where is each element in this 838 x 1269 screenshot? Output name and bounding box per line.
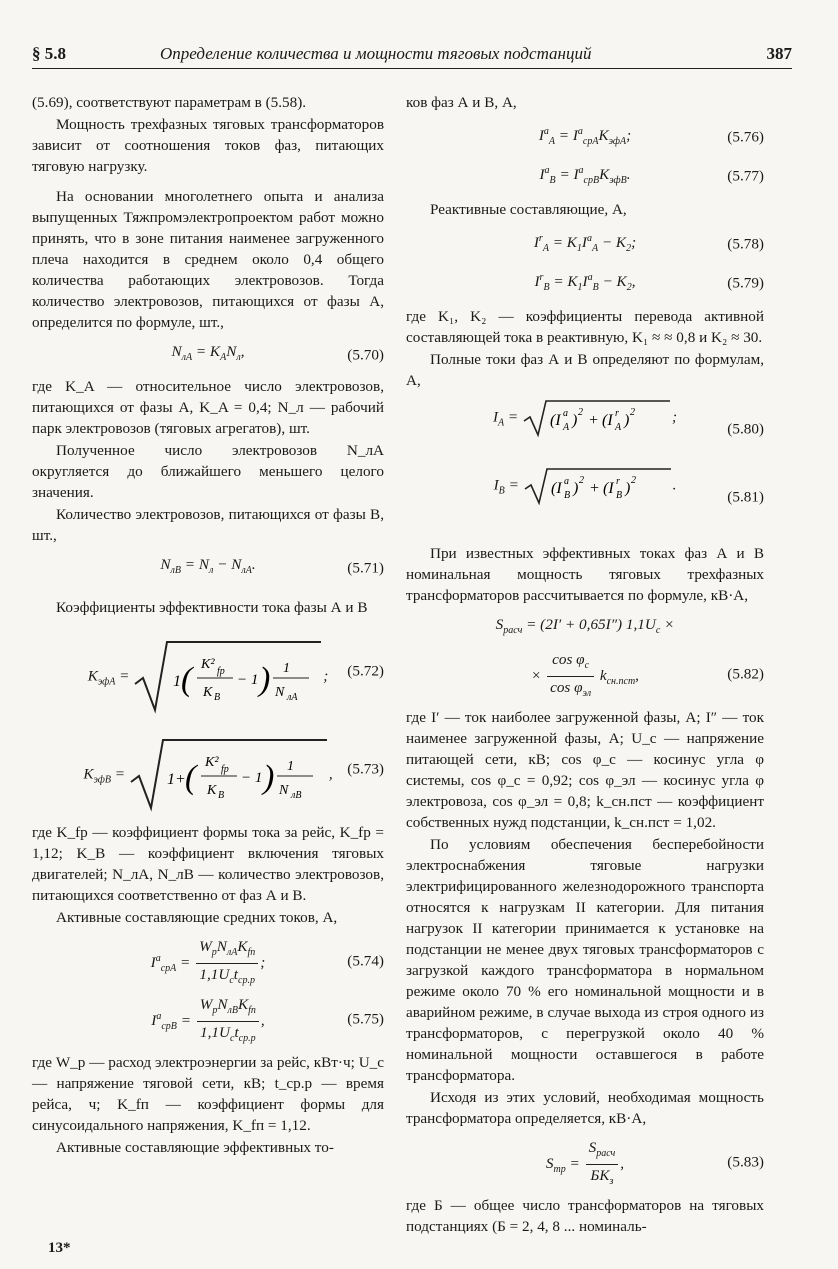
svg-text:2: 2 [629,407,635,419]
equation-number: (5.77) [727,167,764,185]
svg-text:B: B [217,790,224,802]
running-title: Определение количества и мощности тяговых подстанций [160,44,592,63]
paragraph: (5.69), соответствуют параметрам в (5.58). [32,94,307,111]
paragraph: где Б — общее число трансформаторов на тяговых подстанциях (Б = 2, 4, 8 ... номиналь- [406,1197,764,1236]
paragraph: Активные составляющие эффективных то- [56,1139,334,1157]
svg-text:− 1: − 1 [240,770,263,787]
svg-text:2: 2 [630,475,636,487]
equation-5-70: $N_{лA} = K_AN_л$, (5.70) [171,343,384,364]
svg-text:(: ( [181,661,193,699]
paragraph: На основании многолетнего опыта и анализа выпущенных Тяжпромэлектропроектом работ можно принять, что в зоне питания наименее загруженного плеча находится в среднем около 0,4 общего количества работающих электровозов. Тогда количество электровозов, питающихся от фазы А, определится по формуле, шт., [32,188,384,331]
equation-5-82-line2: × $\frac{\cos \varphi_с}{\cos \varphi_{эл}}$ $k_{сн.пст}$, (5.82) [531,651,764,700]
equation-number: (5.74) [347,952,384,970]
equation-number: (5.82) [727,665,764,683]
paragraph: где K_A — относительное число электровозов, питающихся от фазы А, K_A = 0,4; N_л — рабочий парк электровозов (тяговых агрегатов), шт. [32,378,384,438]
svg-text:K²: K² [204,755,219,771]
svg-text:K: K [206,783,217,799]
equation-number: (5.71) [347,559,384,577]
equation-number: (5.83) [727,1153,764,1171]
equation-5-77: $I^a_B = I^a_{срB}K_{эфB}$. (5.77) [539,165,764,187]
svg-text:1: 1 [286,759,294,775]
paragraph: где I′ — ток наиболее загруженной фазы, А; I″ — ток наименее загруженной фазы, А; U_с — напряжение питающей сети, кВ; cos φ_с — косинус угла φ системы, cos φ_с = 0,92; cos φ_эл — косинус угла φ электровоза, cos φ_эл = 0,8; k_сн.пст — коэффициент собственных нужд подстанции, k_сн.пст = 1,02. [406,709,764,832]
paragraph: Активные составляющие средних токов, А, [56,909,338,927]
equation-5-82-line1: $S_{расч} = (2I' + 0,65I'') 1,1U_с$ × [495,616,675,637]
paragraph: При известных эффективных токах фаз А и В номинальная мощность тяговых трехфазных трансформаторов рассчитывается по формуле, кВ·А, [406,545,764,605]
equation-number: (5.81) [727,488,764,506]
svg-text:+: + [587,412,599,430]
left-column [32,92,384,1159]
paragraph: где K_fр — коэффициент формы тока за рейс, K_fр = 1,12; K_B — коэффициент включения тяговых двигателей; N_лА, N_лB — количество электровозов, питающихся соответственно от фаз А и В. [32,824,384,905]
paragraph: По условиям обеспечения бесперебойности электроснабжения тяговые нагрузки электрифицированного железнодорожного транспорта относятся к нагрузкам II категории. Для питания нагрузок II категории принимается к установке на подстанции не менее двух тяговых трансформаторов с загрузкой каждого трансформатора в нормальном режиме около 70 % его номинальной мощности и в аварийном режиме, в случае выхода из строя одного из трансформаторов, с перегрузкой около 40 % номинальной мощности оставшегося в работе трансформатора. [406,836,764,1085]
svg-text:(I: (I [549,412,561,430]
svg-text:): ) [572,480,578,498]
svg-text:r: r [615,476,620,488]
equation-5-83: $S_{тр}$ = $\frac{S_{расч}}{БK_з}$ , (5.83) [545,1139,764,1188]
svg-text:A: A [614,422,622,434]
sqrt-sign [523,467,673,505]
page-number: 387 [766,44,792,63]
svg-text:B: B [615,490,622,502]
svg-text:(I: (I [550,480,562,498]
svg-text:r: r [614,408,619,420]
svg-text:лB: лB [290,790,302,802]
svg-text:): ) [571,412,578,430]
paragraph: Мощность трехфазных тяговых трансформаторов зависит от соотношения токов фаз, питающих тяговую нагрузку. [32,116,384,175]
equation-5-81: $I_B$ = (I a B ) 2 + (I r B ) 2 . (5.81) [406,467,764,527]
svg-text:K²: K² [201,657,215,673]
svg-text:N: N [278,783,289,799]
equation-5-73: $K_{эфB}$ = 1+ ( K² fр K B − 1 ) 1 N лB , (5.73) [32,724,384,814]
paragraph: где K₁, K₂ — коэффициенты перевода активной составляющей тока в реактивную, K₁ ≈ ≈ 0,8 и K₂ ≈ 30. [406,308,764,347]
equation-number: (5.75) [347,1010,384,1028]
equation-5-75: $I^a_{срB}$ = $\frac{W_рN_{лB}K_{fп}}{1,1U_сt_{ср.р}}$ , (5.75) [151,996,384,1045]
svg-text:fр: fр [220,764,229,776]
signature-mark: 13* [48,1240,71,1256]
svg-text:(I: (I [602,480,614,498]
equation-5-78: $I^r_A = K_1I^a_A - K_2$; (5.78) [533,233,764,255]
svg-text:B: B [563,490,570,502]
svg-text:K: K [203,685,213,701]
svg-text:(: ( [184,759,197,797]
svg-text:1: 1 [283,661,291,677]
paragraph: где W_р — расход электроэнергии за рейс, кВт·ч; U_с — напряжение тяговой сети, кВ; t_ср.р — время рейса, ч; K_fп — коэффициент формы для синусоидального напряжения, K_fп = 1,12. [32,1054,384,1135]
svg-text:): ) [623,412,630,430]
right-column [406,92,764,1238]
svg-text:A: A [562,422,570,434]
svg-text:лA: лA [287,692,298,704]
equation-number: (5.76) [727,128,764,146]
svg-text:fр: fр [217,666,225,678]
section-number: § 5.8 [32,44,66,63]
svg-text:2: 2 [577,407,583,419]
equation-number: (5.73) [347,760,384,778]
sqrt-sign [522,399,672,437]
svg-text:2: 2 [578,475,584,487]
paragraph: Коэффициенты эффективности тока фазы А и В [56,599,368,617]
equation-number: (5.79) [727,274,764,292]
paragraph: Реактивные составляющие, А, [430,201,627,219]
svg-text:− 1: − 1 [237,672,259,689]
sqrt-sign [133,640,323,714]
equation-number: (5.70) [347,346,384,364]
paragraph: ков фаз А и В, А, [406,94,517,111]
sqrt-sign [129,738,329,812]
equation-5-71: $N_{лB} = N_л - N_{лA}$. (5.71) [160,556,384,577]
equation-number: (5.78) [727,235,764,253]
svg-text:1: 1 [173,673,182,691]
svg-text:B: B [214,692,221,704]
equation-5-72: $K_{эфA}$ = 1 ( K² fр K B − 1 ) 1 N лA ; (5.72) [32,626,384,716]
svg-text:(I: (I [601,412,613,430]
equation-number: (5.80) [727,420,764,438]
equation-5-74: $I^a_{срA}$ = $\frac{W_рN_{лA}K_{fп}}{1,1U_сt_{ср.р}}$ ; (5.74) [150,938,384,987]
equation-5-76: $I^a_A = I^a_{срA}K_{эфA}$; (5.76) [538,126,764,148]
svg-text:+: + [588,480,600,498]
svg-text:): ) [259,661,271,699]
equation-number: (5.72) [347,662,384,680]
svg-text:a: a [563,476,569,488]
svg-text:N: N [275,685,285,701]
page-header [32,40,792,69]
svg-text:): ) [262,759,275,797]
equation-5-79: $I^r_B = K_1I^a_B - K_2$, (5.79) [534,272,764,294]
paragraph: Количество электровозов, питающихся от фазы В, шт., [32,506,384,545]
paragraph: Исходя из этих условий, необходимая мощность трансформатора определяется, кВ·А, [406,1089,764,1128]
paragraph: Полученное число электровозов N_лА округляется до ближайшего меньшего целого значения. [32,442,384,502]
svg-text:1+: 1+ [166,771,186,789]
svg-text:): ) [624,480,630,498]
paragraph: Полные токи фаз А и В определяют по формулам, А, [406,351,764,390]
equation-5-80: $I_A$ = (I a A ) 2 + (I r A ) 2 ; (5.80) [406,399,764,459]
svg-text:a: a [562,408,568,420]
